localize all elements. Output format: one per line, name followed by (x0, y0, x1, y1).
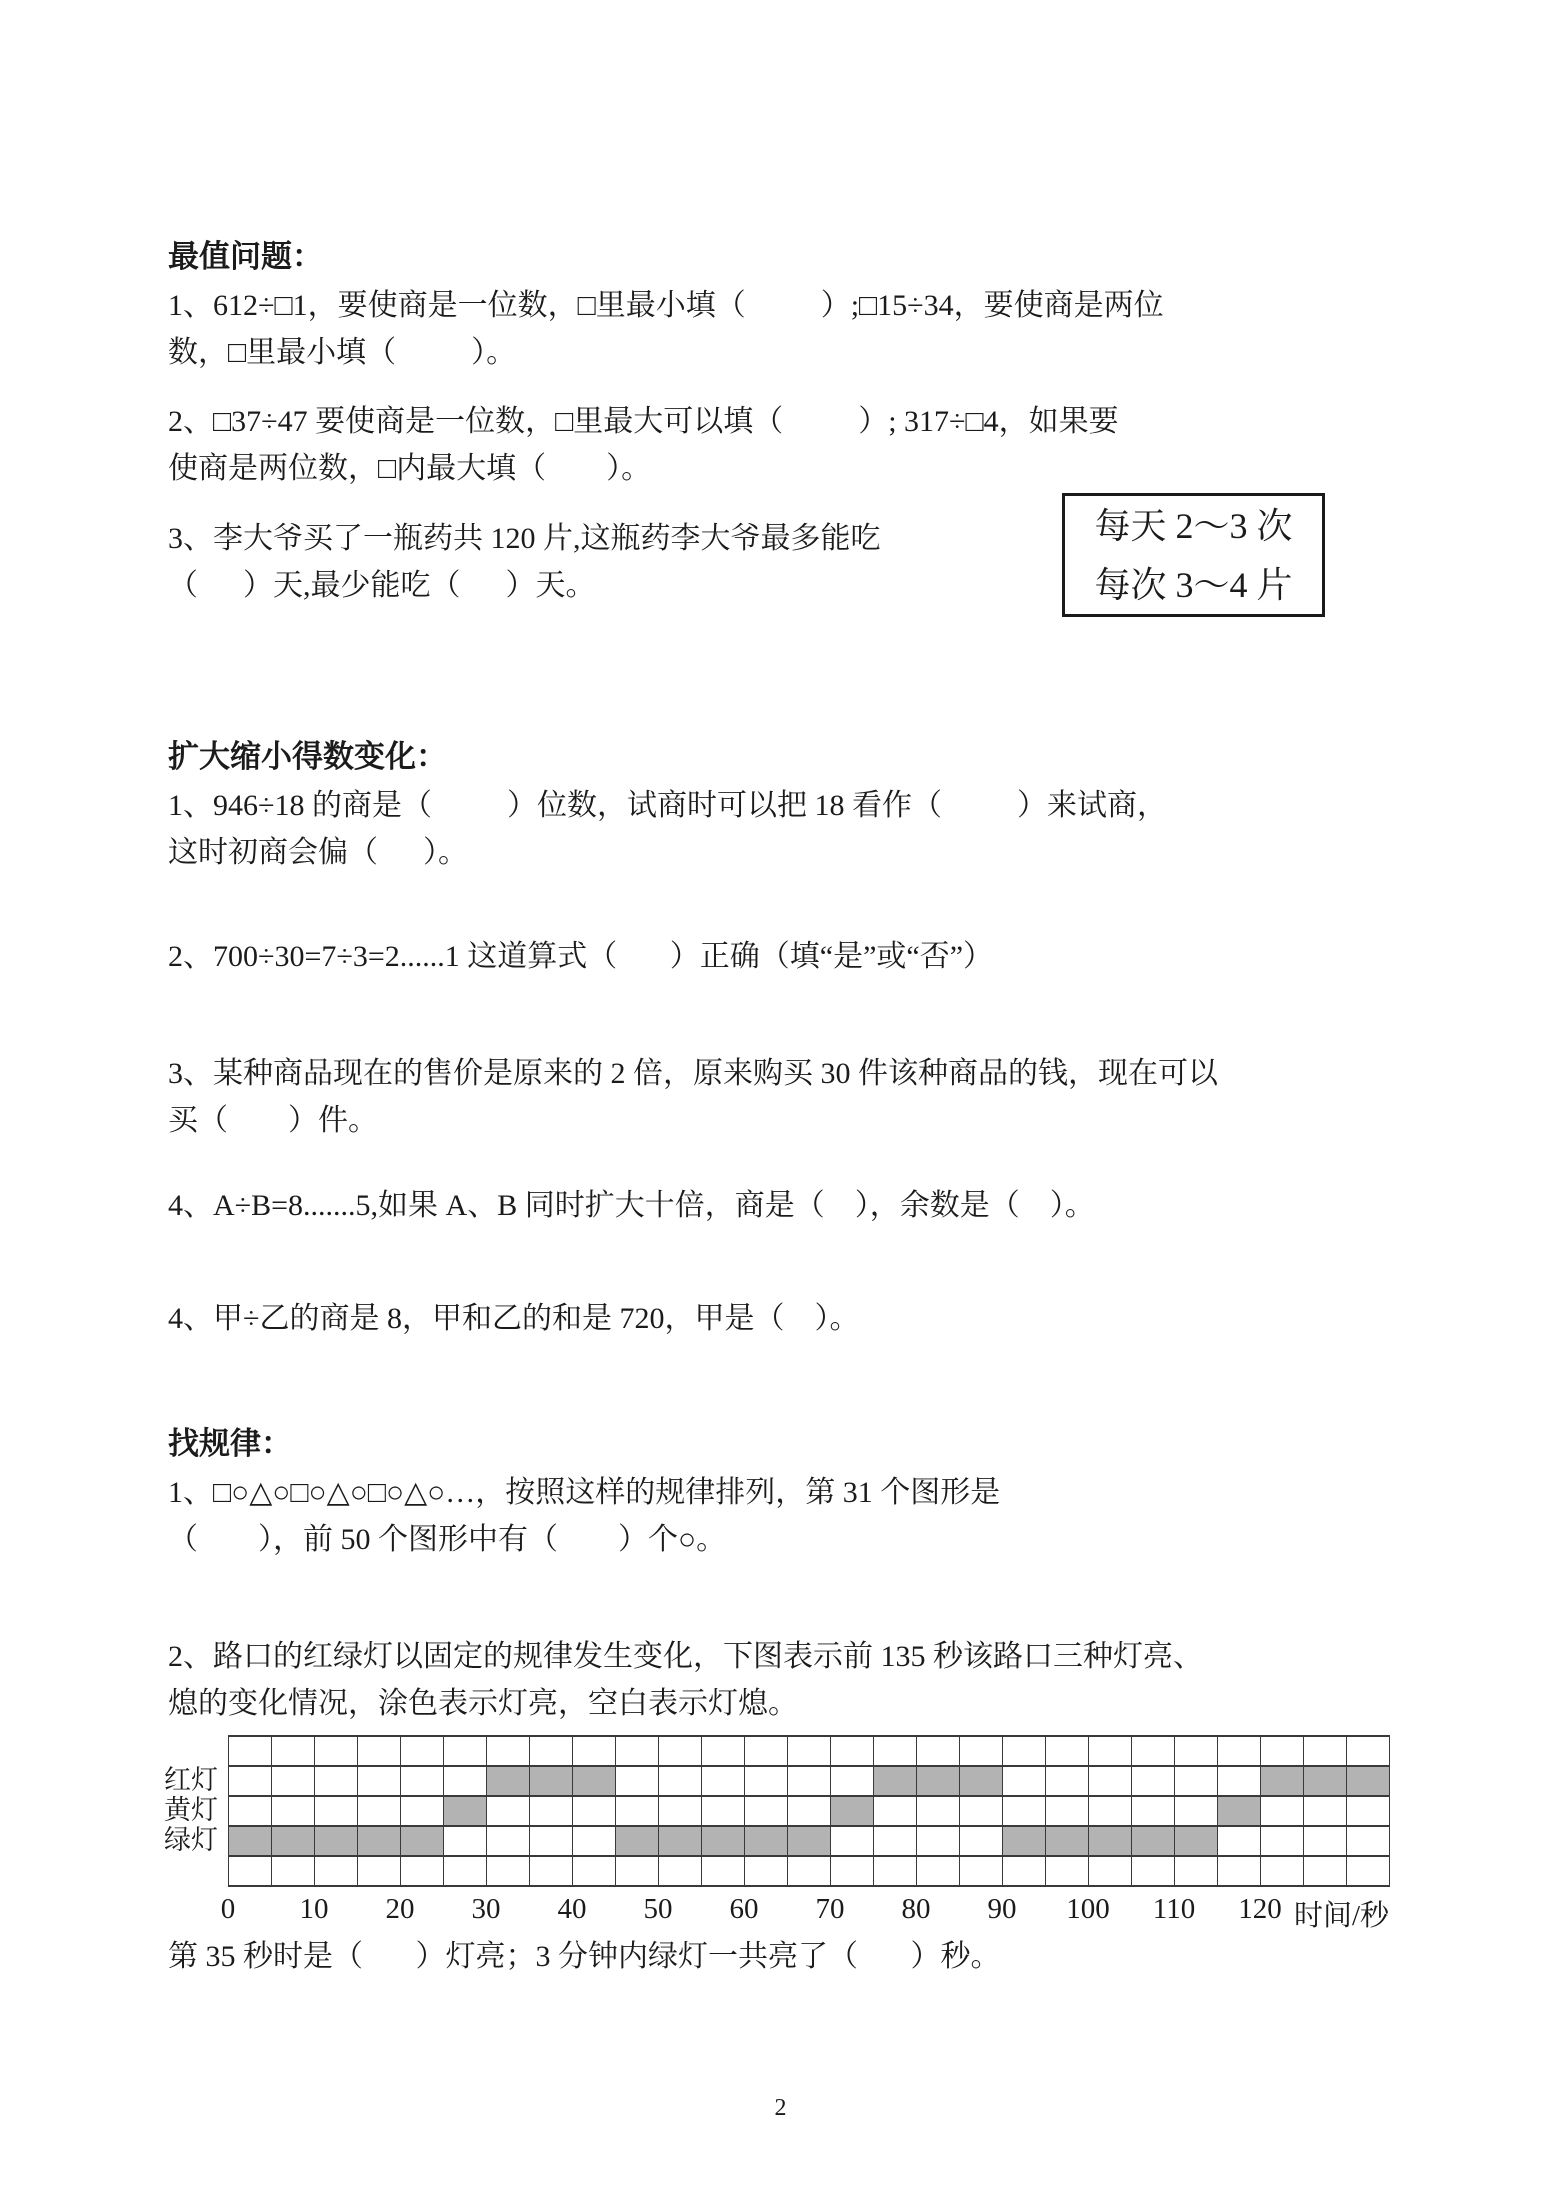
blank-cell (745, 1737, 788, 1767)
page-number: 2 (774, 2095, 787, 2121)
blank-cell (573, 1737, 616, 1767)
problem-line: 3、某种商品现在的售价是原来的 2 倍，原来购买 30 件该种商品的钱，现在可以 (168, 1057, 1218, 1090)
blank-cell (358, 1857, 401, 1887)
problem-3 (168, 1050, 1391, 1144)
axis-tick-label: 90 (987, 1893, 1017, 1925)
row-label-red-light: 红灯 (164, 1765, 218, 1795)
blank-cell (573, 1857, 616, 1887)
blank-cell (1218, 1737, 1261, 1767)
light-cell (401, 1767, 444, 1797)
light-cell (1304, 1767, 1347, 1797)
light-cell (874, 1797, 917, 1827)
blank-cell (1132, 1737, 1175, 1767)
light-cell (530, 1767, 573, 1797)
note-line: 每次 3～4 片 (1094, 565, 1293, 605)
problem-1 (168, 1469, 1391, 1563)
light-cell (444, 1827, 487, 1857)
light-cell (831, 1767, 874, 1797)
light-cell (874, 1827, 917, 1857)
blank-cell (401, 1857, 444, 1887)
problem-line: 2、□37÷47 要使商是一位数，□里最大可以填（ ）; 317÷□4，如果要 (168, 405, 1119, 438)
blank-cell (487, 1857, 530, 1887)
light-cell (487, 1797, 530, 1827)
blank-cell (702, 1857, 745, 1887)
problem-line shape-pattern: 1、□○△○□○△○□○△○…，按照这样的规律排列，第 31 个图形是 (168, 1476, 1001, 1509)
light-cell (1046, 1797, 1089, 1827)
blank-cell (272, 1857, 315, 1887)
light-cell (616, 1827, 659, 1857)
light-cell (745, 1827, 788, 1857)
light-cell (1089, 1797, 1132, 1827)
problem-2 (168, 398, 1391, 492)
blank-cell (487, 1737, 530, 1767)
light-cell (229, 1827, 272, 1857)
problem-line: （ ）天,最少能吃（ ）天。 (168, 569, 596, 602)
light-cell (1304, 1797, 1347, 1827)
light-cell (315, 1767, 358, 1797)
light-cell (702, 1797, 745, 1827)
light-cell (401, 1827, 444, 1857)
light-cell (1089, 1767, 1132, 1797)
blank-cell (1218, 1857, 1261, 1887)
problem-line: 3、李大爷买了一瓶药共 120 片,这瓶药李大爷最多能吃 (168, 522, 881, 555)
light-cell (1003, 1827, 1046, 1857)
blank-cell (315, 1857, 358, 1887)
blank-cell (1261, 1857, 1304, 1887)
light-cell (917, 1767, 960, 1797)
light-cell (1132, 1767, 1175, 1797)
light-timeline-grid (228, 1735, 1390, 1887)
chart-question-line: 第 35 秒时是（ ）灯亮；3 分钟内绿灯一共亮了（ ）秒。 (168, 1940, 1001, 1973)
light-cell (1347, 1767, 1390, 1797)
problem-1 (168, 282, 1391, 376)
light-cell (573, 1797, 616, 1827)
light-cell (229, 1797, 272, 1827)
axis-unit-label: 时间/秒 (1294, 1900, 1390, 1932)
light-cell (444, 1767, 487, 1797)
blank-cell (831, 1857, 874, 1887)
blank-cell (917, 1737, 960, 1767)
blank-cell (444, 1857, 487, 1887)
note-line: 每天 2～3 次 (1094, 506, 1293, 546)
problem-line: 1、946÷18 的商是（ ）位数，试商时可以把 18 看作（ ）来试商， (168, 789, 1167, 822)
blank-cell (960, 1857, 1003, 1887)
blank-cell (1304, 1737, 1347, 1767)
time-axis (220, 1887, 1391, 1932)
blank-cell (315, 1737, 358, 1767)
blank-cell (874, 1737, 917, 1767)
light-cell (1218, 1767, 1261, 1797)
light-cell (659, 1827, 702, 1857)
light-cell (1261, 1767, 1304, 1797)
light-cell (1347, 1827, 1390, 1857)
light-cell (659, 1767, 702, 1797)
axis-tick-label: 40 (557, 1893, 587, 1925)
row-label-green-light: 绿灯 (164, 1825, 218, 1855)
blank-cell (530, 1737, 573, 1767)
axis-tick-label: 80 (901, 1893, 931, 1925)
light-cell (401, 1797, 444, 1827)
blank-cell (702, 1737, 745, 1767)
axis-tick-label: 10 (299, 1893, 329, 1925)
problem-line: 数，□里最小填（ ）。 (168, 336, 517, 369)
light-cell (1261, 1827, 1304, 1857)
blank-cell (616, 1737, 659, 1767)
problem-1 (168, 782, 1391, 876)
blank-cell (1347, 1737, 1390, 1767)
medicine-dosage-note-box (1062, 493, 1325, 617)
light-cell (702, 1827, 745, 1857)
blank-cell (1089, 1737, 1132, 1767)
blank-cell (1175, 1737, 1218, 1767)
light-cell (1089, 1827, 1132, 1857)
blank-cell (745, 1857, 788, 1887)
light-cell (1003, 1797, 1046, 1827)
blank-cell (1003, 1737, 1046, 1767)
light-cell (315, 1797, 358, 1827)
light-cell (616, 1797, 659, 1827)
light-cell (917, 1797, 960, 1827)
blank-cell (788, 1857, 831, 1887)
blank-cell (788, 1737, 831, 1767)
axis-tick-label: 30 (471, 1893, 501, 1925)
blank-cell (530, 1857, 573, 1887)
blank-cell (1261, 1737, 1304, 1767)
light-cell (745, 1767, 788, 1797)
light-cell (358, 1827, 401, 1857)
problem-line: 熄的变化情况，涂色表示灯亮，空白表示灯熄。 (168, 1687, 798, 1720)
light-cell (874, 1767, 917, 1797)
blank-cell (831, 1737, 874, 1767)
light-cell (1046, 1767, 1089, 1797)
problem-line: 2、700÷30=7÷3=2......1 这道算式（ ）正确（填“是”或“否”） (168, 940, 994, 973)
blank-cell (616, 1857, 659, 1887)
problem-line: （ ），前 50 个图形中有（ ）个○。 (168, 1523, 727, 1556)
blank-cell (1347, 1857, 1390, 1887)
problem-line: 使商是两位数，□内最大填（ ）。 (168, 452, 652, 485)
blank-cell (358, 1737, 401, 1767)
traffic-light-chart (164, 1735, 1391, 1932)
light-cell (1218, 1827, 1261, 1857)
problem-2 (168, 1633, 1391, 1727)
light-cell (573, 1827, 616, 1857)
blank-cell (917, 1857, 960, 1887)
light-cell (1132, 1827, 1175, 1857)
axis-tick-label: 50 (643, 1893, 673, 1925)
light-cell (616, 1767, 659, 1797)
light-cell (573, 1767, 616, 1797)
blank-cell (272, 1737, 315, 1767)
light-cell (1046, 1827, 1089, 1857)
light-cell (530, 1797, 573, 1827)
row-label-yellow-light: 黄灯 (164, 1795, 218, 1825)
light-cell (1175, 1827, 1218, 1857)
problem-line: 2、路口的红绿灯以固定的规律发生变化，下图表示前 135 秒该路口三种灯亮、 (168, 1640, 1203, 1673)
blank-cell (229, 1857, 272, 1887)
light-cell (315, 1827, 358, 1857)
blank-cell (444, 1737, 487, 1767)
blank-cell (401, 1737, 444, 1767)
section-heading-max-min: 最值问题： (168, 239, 323, 274)
axis-tick-label: 110 (1152, 1893, 1196, 1925)
light-cell (1261, 1797, 1304, 1827)
blank-cell (960, 1737, 1003, 1767)
problem-line: 1、612÷□1，要使商是一位数，□里最小填（ ）;□15÷34，要使商是两位 (168, 289, 1164, 322)
light-cell (1347, 1797, 1390, 1827)
axis-tick-label: 0 (220, 1893, 236, 1925)
axis-tick-label: 70 (815, 1893, 845, 1925)
light-cell (1132, 1797, 1175, 1827)
light-cell (788, 1767, 831, 1797)
problem-4 (168, 1182, 1391, 1229)
light-cell (831, 1797, 874, 1827)
light-cell (960, 1797, 1003, 1827)
light-cell (745, 1797, 788, 1827)
blank-cell (659, 1737, 702, 1767)
light-cell (702, 1767, 745, 1797)
section-heading-patterns: 找规律： (168, 1426, 292, 1461)
axis-tick-label: 20 (385, 1893, 415, 1925)
problem-line: 4、甲÷乙的商是 8，甲和乙的和是 720，甲是（ ）。 (168, 1302, 860, 1335)
blank-cell (1003, 1857, 1046, 1887)
blank-cell (1089, 1857, 1132, 1887)
problem-2 (168, 933, 1391, 980)
blank-cell (229, 1737, 272, 1767)
light-cell (487, 1767, 530, 1797)
light-cell (272, 1797, 315, 1827)
light-cell (272, 1767, 315, 1797)
light-cell (1218, 1797, 1261, 1827)
light-cell (960, 1827, 1003, 1857)
light-cell (917, 1827, 960, 1857)
blank-cell (1175, 1857, 1218, 1887)
problem-line: 买（ ）件。 (168, 1104, 378, 1137)
axis-tick-label: 120 (1238, 1893, 1282, 1925)
blank-cell (874, 1857, 917, 1887)
problem-5 (168, 1295, 1391, 1342)
section-heading-scaling: 扩大缩小得数变化： (168, 739, 447, 774)
light-cell (358, 1797, 401, 1827)
light-cell (1304, 1827, 1347, 1857)
problem-line: 4、A÷B=8.......5,如果 A、B 同时扩大十倍，商是（ ），余数是（ ）。 (168, 1189, 1095, 1222)
light-cell (788, 1827, 831, 1857)
light-cell (272, 1827, 315, 1857)
blank-cell (1304, 1857, 1347, 1887)
blank-cell (1132, 1857, 1175, 1887)
axis-tick-label: 60 (729, 1893, 759, 1925)
light-cell (358, 1767, 401, 1797)
blank-cell (1046, 1737, 1089, 1767)
light-cell (831, 1827, 874, 1857)
light-cell (487, 1827, 530, 1857)
blank-cell (659, 1857, 702, 1887)
blank-cell (1046, 1857, 1089, 1887)
light-cell (659, 1797, 702, 1827)
axis-tick-label: 100 (1066, 1893, 1110, 1925)
light-cell (229, 1767, 272, 1797)
light-cell (1003, 1767, 1046, 1797)
light-cell (1175, 1797, 1218, 1827)
light-cell (530, 1827, 573, 1857)
light-cell (1175, 1767, 1218, 1797)
light-cell (960, 1767, 1003, 1797)
light-cell (444, 1797, 487, 1827)
light-cell (788, 1797, 831, 1827)
problem-line: 这时初商会偏（ ）。 (168, 836, 468, 869)
